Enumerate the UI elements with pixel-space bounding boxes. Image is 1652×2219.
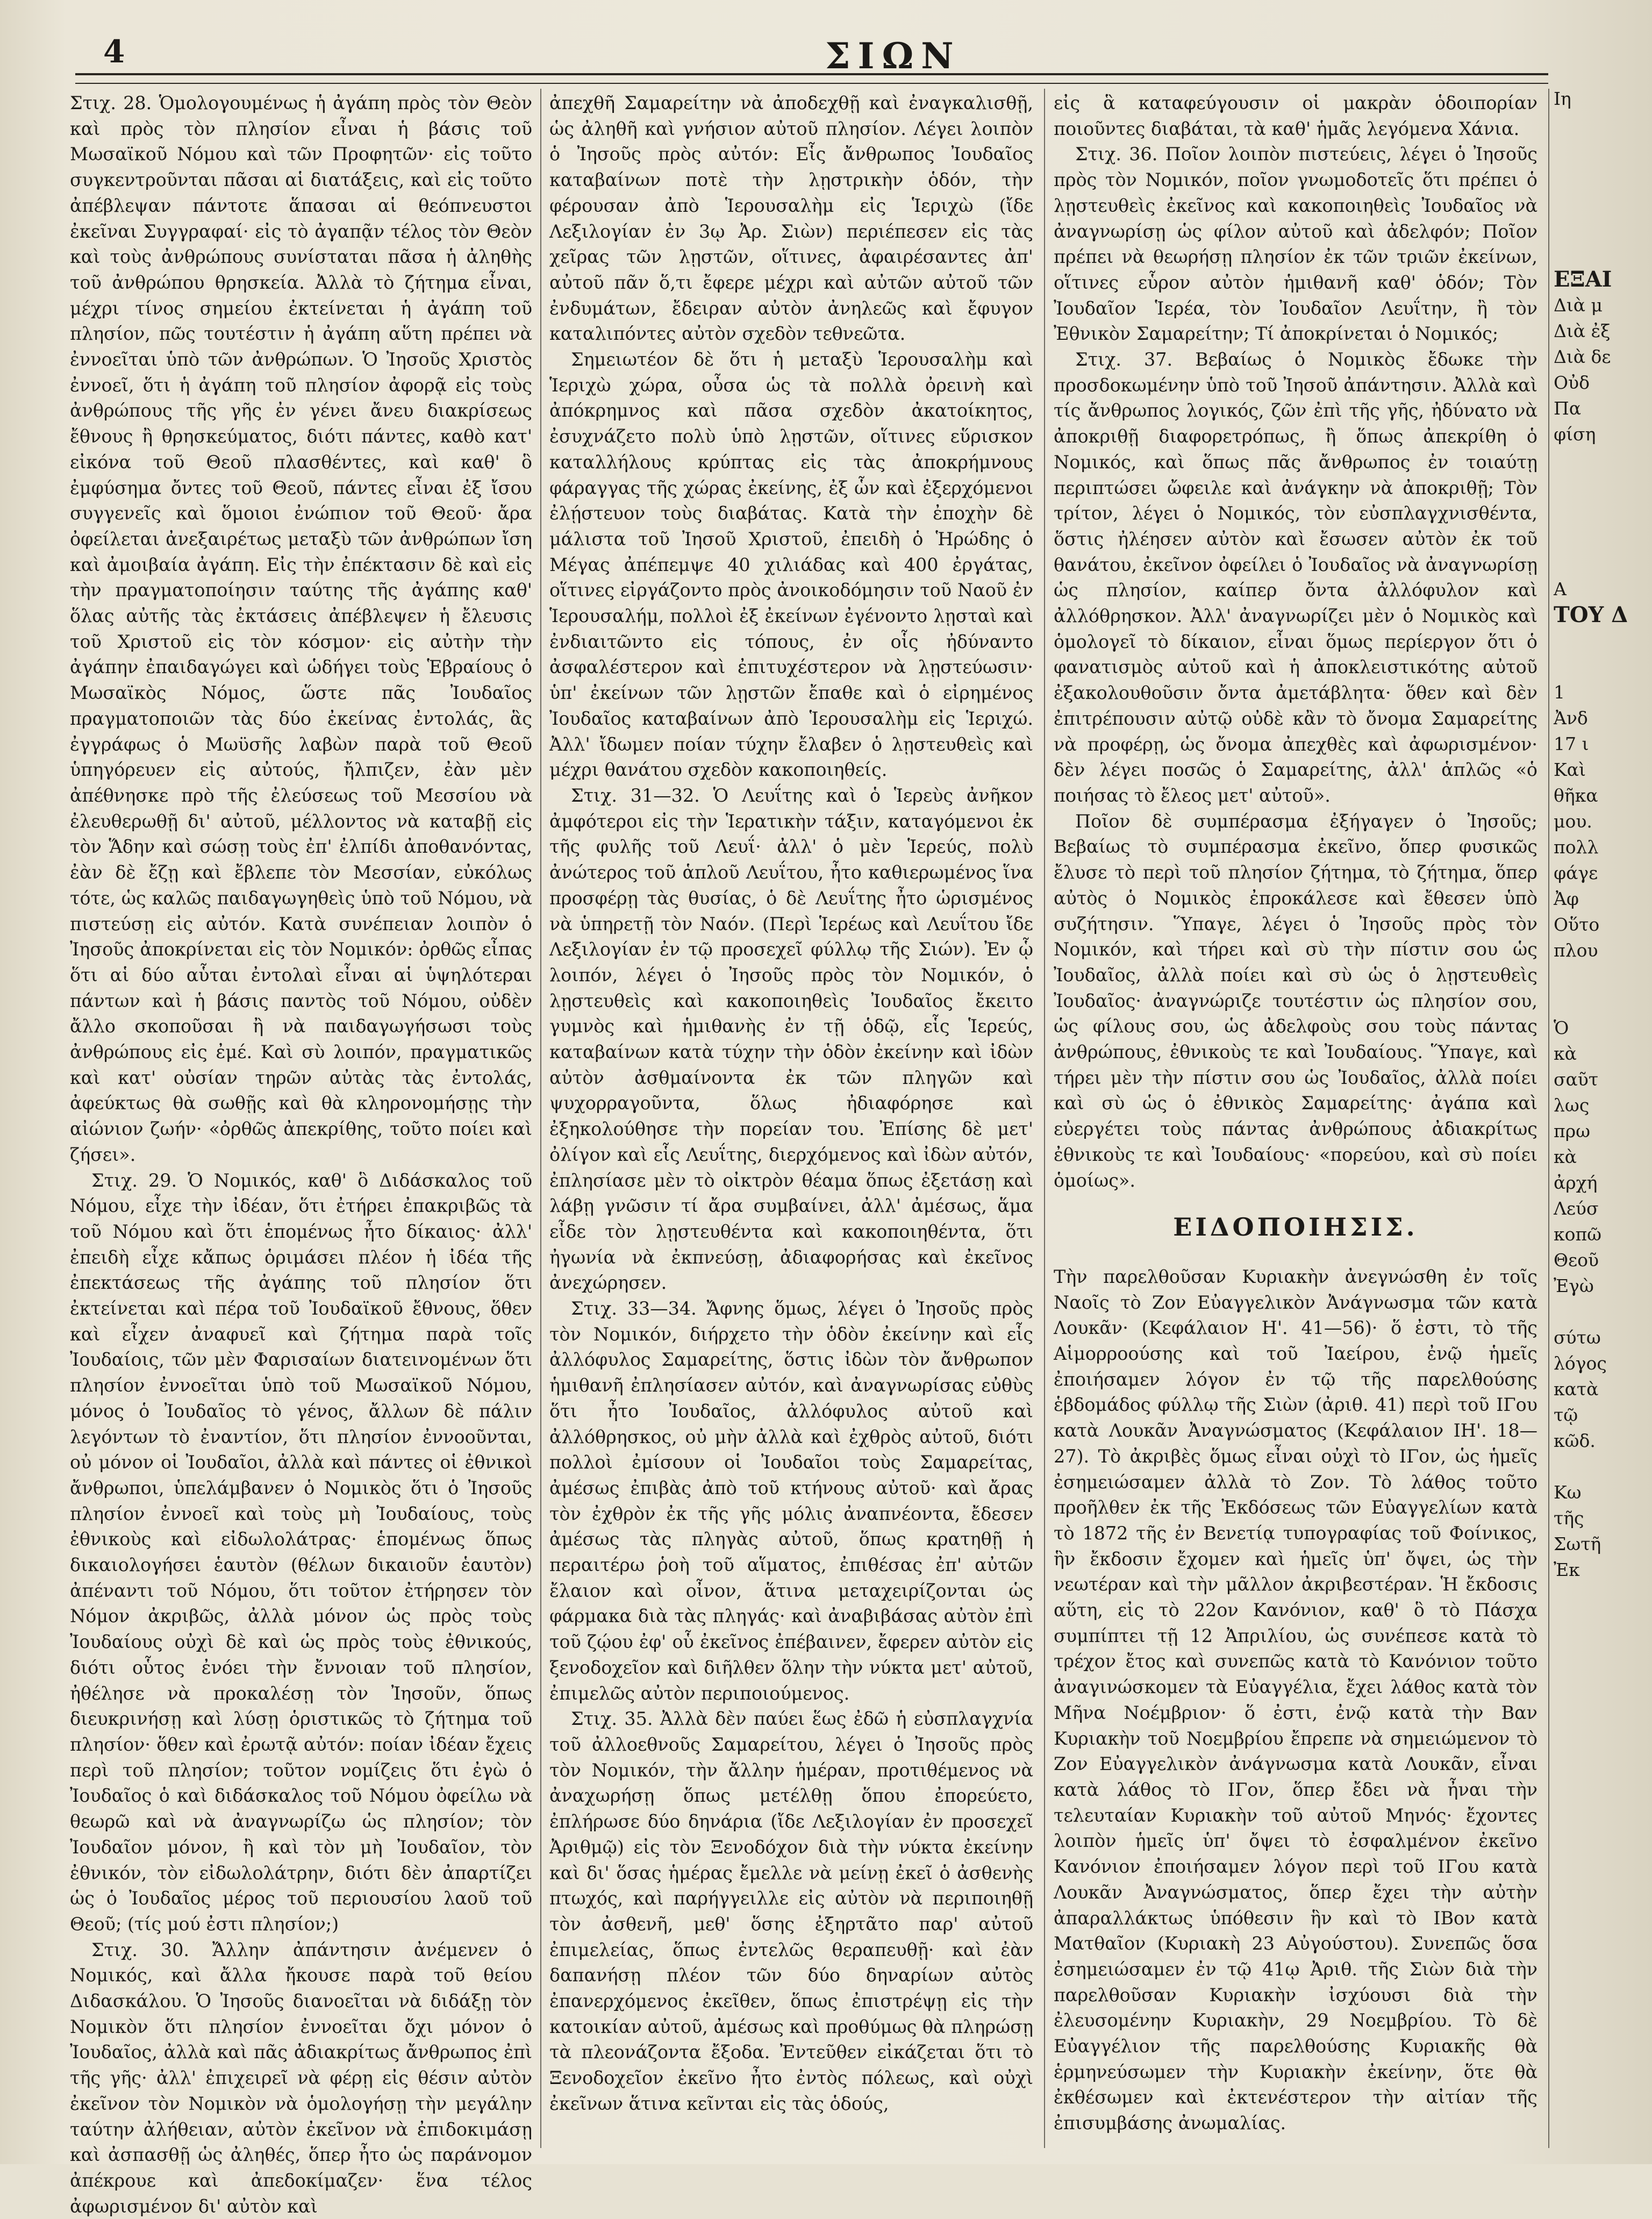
- paragraph-conclusion: Ποῖον δὲ συμπέρασμα ἐξήγαγεν ὁ Ἰησοῦς; Βεβαίως τὸ συμπέρασμα ἐκεῖνο, ὅπερ φυσικῶς ἔλυσε τὸ περὶ τοῦ πλησίον ζήτημα, τὸ ζήτημα, ὅπερ αὐτὸς ὁ Νομικὸς ἐπροκάλεσε καὶ ἔθεσεν ὑπὸ συζήτησιν. Ὕπαγε, λέγει ὁ Ἰησοῦς πρὸς τὸν Νομικόν, καὶ τήρει καὶ σὺ τὴν πίστιν σου ὡς Ἰουδαῖος, ἀλλὰ ποίει καὶ σὺ ὡς ὁ λῃστευθεὶς Ἰουδαῖος· ἀναγνώριζε τουτέστιν ὡς πλησίον σου, ὡς φίλους σου, ὡς ἀδελφοὺς σου τοὺς πάντας ἀνθρώπους, ἐθνικοὺς τε καὶ Ἰουδαίους. Ὕπαγε, καὶ τήρει μὲν τὴν πίστιν σου ὡς Ἰουδαῖος, ἀλλὰ ποίει καὶ σὺ ὡς ὁ ἐθνικὸς Σαμαρείτης· ἀγάπα καὶ εὐεργέτει τοὺς πάντας ἀνθρώπους ἀδιακρίτως ἐθνικοὺς τε καὶ Ἰουδαίους· «πορεύου, καὶ σὺ ποίει ὁμοίως».: [1054, 810, 1537, 1191]
- strip-line: λόγος: [1554, 1353, 1607, 1374]
- column-3: [1054, 90, 1537, 2150]
- paragraph-verse-37: Στιχ. 37. Βεβαίως ὁ Νομικὸς ἔδωκε τὴν προσδοκωμένην ὑπὸ τοῦ Ἰησοῦ ἀπάντησιν. Ἀλλὰ καὶ τίς ἄνθρωπος λογικός, ζῶν ἐπὶ τῆς γῆς, ἠδύνατο νὰ ἀποκριθῇ διαφορετρόπως, ἢ ὅπως ἀπεκρίθη ὁ Νομικός, καὶ ὅπως πᾶς ἄνθρωπος ἐν τοιαύτῃ περιπτώσει ὤφειλε καὶ ἀνάγκην νὰ ἀποκριθῇ; Τὸν τρίτον, λέγει ὁ Νομικός, τὸν εὐσπλαγχνισθέντα, ὅστις ἠλέησεν αὐτὸν καὶ ἔσωσεν αὐτὸν ἐκ τοῦ θανάτου, ἐκεῖνον ὀφείλει ὁ Ἰουδαῖος νὰ ἀναγνωρίσῃ ὡς πλησίον, καίπερ ὄντα ἀλλόφυλον καὶ ἀλλόθρησκον. Ἀλλ' ἀναγνωρίζει μὲν ὁ Νομικὸς καὶ ὁμολογεῖ τὸ δίκαιον, εἶναι ὅμως περίεργον ὅτι ὁ φανατισμὸς αὐτοῦ καὶ ἡ ἀποκλειστικότης αὐτοῦ ἐξακολουθοῦσιν ὄντα ἀμετάβλητα· ὅθεν καὶ δὲν ἐπιτρέπουσιν αὐτῷ οὐδὲ κἂν τὸ ὄνομα Σαμαρείτης νὰ προφέρῃ, ὡς ὄνομα ἀπεχθὲς καὶ ἀφωρισμένον· δὲν λέγει ποσῶς ὁ Σαμαρείτης, ἀλλ' ἁπλῶς «ὁ ποιήσας τὸ ἔλεος μετ' αὐτοῦ».: [1054, 349, 1537, 806]
- strip-line: φάγε: [1554, 862, 1598, 883]
- strip-line: Διὰ ἐξ: [1554, 320, 1611, 341]
- column-1: [70, 90, 532, 2217]
- strip-line: [1554, 189, 1652, 215]
- paragraph-verse-31-32: Στιχ. 31—32. Ὁ Λευΐτης καὶ ὁ Ἱερεὺς ἀνῆκον ἀμφότεροι εἰς τὴν Ἱερατικὴν τάξιν, καταγόμενοι ἐκ τῆς φυλῆς τοῦ Λευΐ· ἀλλ' ὁ μὲν Ἱερεύς, πολὺ ἀνώτερος τοῦ ἁπλοῦ Λευΐτου, ἦτο καθιερωμένος ἵνα προσφέρῃ τὰς θυσίας, ὁ δὲ Λευΐτης ἦτο ὡρισμένος νὰ ὑπηρετῇ τὸν Ναόν. (Περὶ Ἱερέως καὶ Λευΐτου ἴδε Λεξιλογίαν ἐν τῷ προσεχεῖ φύλλῳ τῆς Σιών). Ἐν ᾧ λοιπόν, λέγει ὁ Ἰησοῦς πρὸς τὸν Νομικόν, ὁ λῃστευθεὶς καὶ κακοποιηθεὶς Ἰουδαῖος ἔκειτο γυμνὸς καὶ ἡμιθανὴς ἐν τῇ ὁδῷ, εἷς Ἱερεύς, καταβαίνων κατὰ τύχην τὴν ὁδὸν ἐκείνην καὶ ἰδὼν αὐτὸν ἀσθμαίνοντα ἐκ τῶν πληγῶν καὶ ψυχορραγοῦντα, ὅλως ἠδιαφόρησε καὶ ἐξηκολούθησε τὴν πορείαν του. Ἐπίσης δὲ μετ' ὀλίγον καὶ εἷς Λευΐτης, διερχόμενος καὶ ἰδὼν αὐτόν, ἐπλησίασε μὲν τὸ οἰκτρὸν θέαμα ὅπως ἐξετάσῃ καὶ λάβῃ γνῶσιν τί ἄρα συμβαίνει, ἀλλ' ἀμέσως, ἅμα εἶδε τὸν λῃστευθέντα καὶ κακοποιηθέντα, ὅτι ἠγωνία νὰ ἐκπνεύσῃ, ἀδιαφορήσας καὶ ἐκεῖνος ἀνεχώρησεν.: [549, 784, 1033, 1294]
- strip-line: κοπῶ: [1554, 1224, 1602, 1245]
- strip-line: Λεύσ: [1554, 1198, 1599, 1219]
- strip-line: [1554, 241, 1652, 267]
- paragraph-verse-33-34: Στιχ. 33—34. Ἄφνης ὅμως, λέγει ὁ Ἰησοῦς πρὸς τὸν Νομικόν, διήρχετο τὴν ὁδὸν ἐκείνην καὶ εἷς ἀλλόφυλος Σαμαρείτης, ὅστις ἰδὼν τὸν ἄνθρωπον ἡμιθανῆ ἐπλησίασεν αὐτόν, καὶ ἀναγνωρίσας εὐθὺς ὅτι ἦτο Ἰουδαῖος, ἀλλόφυλος αὐτοῦ καὶ ἀλλόθρησκος, οὐ μὴν ἀλλὰ καὶ ἐχθρὸς αὐτοῦ, διότι πολλοὶ ἐμίσουν οἱ Ἰουδαῖοι τοὺς Σαμαρείτας, ἀμέσως ἐπιβὰς ἀπὸ τοῦ κτήνους αὐτοῦ· καὶ ἄρας τὸν ἐχθρὸν ἐκ τῆς γῆς μόλις ἀναπνέοντα, ἔδεσεν ἀμέσως τὰς πληγὰς αὐτοῦ, ὅπως κρατηθῇ ἡ περαιτέρω ῥοὴ τοῦ αἵματος, ἐπιθέσας ἐπ' αὐτῶν ἔλαιον καὶ οἶνον, ἅτινα μεταχειρίζονται ὡς φάρμακα διὰ τὰς πληγάς· καὶ ἀναβιβάσας αὐτὸν ἐπὶ τοῦ ζῴου ἐφ' οὗ ἐκεῖνος ἐπέβαινεν, ἔφερεν αὐτὸν εἰς ξενοδοχεῖον καὶ διῆλθεν ὅλην τὴν νύκτα μετ' αὐτοῦ, ἐπιμελῶς αὐτὸν περιποιούμενος.: [549, 1298, 1033, 1704]
- strip-line: Ἐκ: [1554, 1559, 1580, 1580]
- column-divider: [1044, 89, 1045, 2148]
- paragraph-notice: Τὴν παρελθοῦσαν Κυριακὴν ἀνεγνώσθη ἐν τοῖς Ναοῖς τὸ Ζον Εὐαγγελικὸν Ἀνάγνωσμα τῶν κατὰ Λουκᾶν· (Κεφάλαιον Η'. 41—56)· ὅ ἐστι, τὸ τῆς Αἱμορροούσης καὶ τοῦ Ἰαείρου, ἐνῷ ἡμεῖς ἐποιήσαμεν λόγον ἐν τῷ τῆς παρελθούσης ἑβδομάδος φύλλῳ τῆς Σιὼν (ἀριθ. 41) περὶ τοῦ ΙΓου κατὰ Λουκᾶν Ἀναγνώσματος (Κεφάλαιον ΙΗ'. 18—27). Τὸ ἀκριβὲς ὅμως εἶναι οὐχὶ τὸ ΙΓον, ὡς ἡμεῖς ἐσημειώσαμεν ἀλλὰ τὸ Ζον. Τὸ λάθος τοῦτο προῆλθεν ἐκ τῆς Ἐκδόσεως τῶν Εὐαγγελίων κατὰ τὸ 1872 τῆς ἐν Βενετίᾳ τυπογραφίας τοῦ Φοίνικος, ἣν ἔκδοσιν ἔχομεν καὶ ἡμεῖς ὑπ' ὄψει, ὡς τὴν νεωτέραν καὶ τὴν μᾶλλον ἀκριβεστέραν. Ἡ ἔκδοσις αὕτη, εἰς τὸ 22ον Κανόνιον, καθ' ὃ τὸ Πάσχα συμπίπτει τῇ 12 Ἀπριλίου, ὡς συνέπεσε κατὰ τὸ τρέχον ἔτος καὶ συνεπῶς κατὰ τὸ Κανόνιον τοῦτο ἀναγινώσκομεν τὰ Εὐαγγέλια, ἔχει λάθος κατὰ τὸν Μῆνα Νοέμβριον· ὅ ἐστι, ἐνῷ κατὰ τὴν Βαν Κυριακὴν τοῦ Νοεμβρίου ἔπρεπε νὰ σημειώμενον τὸ Ζον Εὐαγγελικὸν ἀνάγνωσμα κατὰ Λουκᾶν, εἶναι κατὰ λάθος τὸ ΙΓον, ὅπερ ἔδει νὰ ἦναι τὴν τελευταίαν Κυριακὴν τοῦ αὐτοῦ Μηνός· ἔχοντες λοιπὸν ἡμεῖς ὑπ' ὄψει τὸ ἐσφαλμένον ἐκεῖνο Κανόνιον ἐποιήσαμεν λόγον περὶ τοῦ ΙΓου κατὰ Λουκᾶν Ἀναγνώσματος, ὅπερ ἔχει τὴν αὐτὴν ἀπαραλλάκτως ὑπόθεσιν ἣν καὶ τὸ ΙΒον κατὰ Ματθαῖον (Κυριακὴ 23 Αὐγούστου). Συνεπῶς ὅσα ἐσημειώσαμεν ἐν τῷ 41ῳ Ἀριθ. τῆς Σιὼν διὰ τὴν παρελθοῦσαν Κυριακὴν ἰσχύουσι διὰ τὴν ἐλευσομένην Κυριακὴν, 29 Νοεμβρίου. Τὸ δὲ Εὐαγγέλιον τῆς παρελθούσης Κυριακῆς θὰ ἑρμηνεύσωμεν τὴν Κυριακὴν ἐκείνην, ὅτε θὰ ἐκθέσωμεν καὶ ἐκτενέστερον τὴν αἰτίαν τῆς ἐπισυμβάσης ἀνωμαλίας.: [1054, 1266, 1537, 2134]
- strip-line: [1554, 1299, 1652, 1325]
- strip-line: [1554, 215, 1652, 241]
- notice-heading: [1054, 1212, 1537, 1242]
- strip-line: Πα: [1554, 398, 1582, 419]
- page-number: 4: [103, 33, 125, 70]
- strip-line: Διὰ δε: [1554, 346, 1611, 367]
- strip-line: πρω: [1554, 1121, 1590, 1141]
- paragraph-note: Σημειωτέον δὲ ὅτι ἡ μεταξὺ Ἱερουσαλὴμ καὶ Ἱεριχὼ χώρα, οὖσα ὡς τὰ πολλὰ ὀρεινὴ καὶ ἀπόκρημνος καὶ πᾶσα σχεδὸν ἀκατοίκητος, ἐσυχνάζετο πολὺ ὑπὸ λῃστῶν, οἵτινες εὕρισκον καταλλήλους κρύπτας εἰς τὰς ἀποκρήμνους φάραγγας τῆς χώρας ἐκείνης, ἐξ ὧν καὶ ἐξερχόμενοι ἐλῄστευον τοὺς διαβάτας. Κατὰ τὴν ἐποχὴν δὲ μάλιστα τοῦ Ἰησοῦ Χριστοῦ, ἐπειδὴ ὁ Ἡρώδης ὁ Μέγας ἀπέπεμψε 40 χιλιάδας καὶ 400 ἐργάτας, οἵτινες εἰργάζοντο πρὸς ἀνοικοδόμησιν τοῦ Ναοῦ ἐν Ἱερουσαλήμ, πολλοὶ ἐξ ἐκείνων ἐγένοντο λῃσταὶ καὶ ἐνδιαιτῶντο εἰς τόπους, ἐν οἷς ἠδύναντο ἀσφαλέστερον καὶ ἐπιτυχέστερον νὰ λῃστεύωσιν· ὑπ' ἐκείνων τῶν λῃστῶν ἔπαθε καὶ ὁ εἰρημένος Ἰουδαῖος καταβαίνων ἀπὸ Ἱερουσαλὴμ εἰς Ἱεριχώ. Ἀλλ' ἴδωμεν ποίαν τύχην ἔλαβεν ὁ λῃστευθεὶς καὶ μέχρι θανάτου σχεδὸν κακοποιηθείς.: [549, 349, 1033, 781]
- strip-line: [1554, 964, 1652, 989]
- strip-line: Διὰ μ: [1554, 295, 1603, 316]
- strip-line: Ιη: [1554, 88, 1571, 109]
- strip-line: σύτω: [1554, 1327, 1601, 1348]
- paragraph-verse-36: Στιχ. 36. Ποῖον λοιπὸν πιστεύεις, λέγει ὁ Ἰησοῦς πρὸς τὸν Νομικόν, ποῖον γνωμοδοτεῖς ὅτι πρέπει ὁ λῃστευθεὶς ἐκεῖνος καὶ κακοποιηθεὶς Ἰουδαῖος νὰ ἀναγνωρίσῃ ὡς φίλον αὐτοῦ καὶ ἀδελφόν; Ποῖον πρέπει νὰ θεωρήσῃ πλησίον ἐκ τῶν τριῶν ἐκείνων, οἵτινες εὗρον αὐτὸν ἡμιθανῆ καθ' ὁδόν; Τὸν Ἰουδαῖον Ἱερέα, τὸν Ἰουδαῖον Λευΐτην, ἢ τὸν Ἐθνικὸν Σαμαρείτην; Τί ἀποκρίνεται ὁ Νομικός;: [1054, 144, 1537, 345]
- strip-line: Οὐδ: [1554, 372, 1590, 393]
- paragraph-verse-28: Στιχ. 28. Ὁμολογουμένως ἡ ἀγάπη πρὸς τὸν Θεὸν καὶ πρὸς τὸν πλησίον εἶναι ἡ βάσις τοῦ Μωσαϊκοῦ Νόμου καὶ τῶν Προφητῶν· εἰς τοῦτο συγκεντροῦνται πᾶσαι αἱ διατάξεις, καὶ εἰς τοῦτο ἀπέβλεψαν πάντοτε ἅπασαι αἱ θεόπνευστοι ἐκεῖναι Συγγραφαί· εἰς τὸ ἀγαπᾷν τέλος τὸν Θεὸν καὶ τοὺς ἀνθρώπους συνίσταται πᾶσα ἡ ἀληθὴς τοῦ ἀνθρώπου θρησκεία. Ἀλλὰ τὸ ζήτημα εἶναι, μέχρι τίνος σημείου ἐκτείνεται ἡ ἀγάπη τοῦ πλησίον, πῶς τουτέστιν ἡ ἀγάπη αὕτη πρέπει νὰ ἐννοεῖται ὑπὸ τῶν ἀνθρώπων. Ὁ Ἰησοῦς Χριστὸς ἐννοεῖ, ὅτι ἡ ἀγάπη τοῦ πλησίον ἀφορᾷ εἰς τοὺς ἀνθρώπους τῆς γῆς ἐν γένει ἄνευ διακρίσεως ἔθνους ἢ θρησκεύματος, διότι πάντες, καθὸ κατ' εἰκόνα τοῦ Θεοῦ πλασθέντες, καὶ καθ' ὃ ἐμφύσημα ὄντες τοῦ Θεοῦ, πάντες εἶναι ἐξ ἴσου συγγενεῖς καὶ ὅμοιοι ἐνώπιον τοῦ Θεοῦ· ἄρα ὀφείλεται ἀνεξαιρέτως μεταξὺ τῶν ἀνθρώπων ἴση καὶ ἀμοιβαία ἀγάπη. Εἰς τὴν ἐπέκτασιν δὲ καὶ εἰς τὴν πραγματοποίησιν ταύτης τῆς ἀγάπης καθ' ὅλας αὐτῆς τὰς ἐκτάσεις ἀπέβλεψεν ἡ ἔλευσις τοῦ Χριστοῦ εἰς τὸν κόσμον· εἰς αὐτὴν τὴν ἀγάπην ἐπαιδαγώγει καὶ ὡδήγει τοὺς Ἑβραίους ὁ Μωσαϊκὸς Νόμος, ὥστε πᾶς Ἰουδαῖος πραγματοποιῶν τὰς δύο ἐκείνας ἐντολάς, ἃς ἐγγράφως ὁ Μωϋσῆς λαβὼν παρὰ τοῦ Θεοῦ ὑπηγόρευεν εἰς αὐτούς, ἤλπιζεν, ἐὰν μὲν ἀπέθνησκε πρὸ τῆς ἐλεύσεως τοῦ Μεσσίου νὰ ἐλευθερωθῇ δι' αὐτοῦ, μέλλοντος νὰ καταβῇ εἰς τὸν Ἅδην καὶ σώσῃ τοὺς ἐπ' ἐλπίδι ἀποθανόντας, ἐὰν δὲ ἔζῃ καὶ ἔβλεπε τὸν Μεσσίαν, εὐκόλως τότε, ὡς καλῶς παιδαγωγηθεὶς ὑπὸ τοῦ Νόμου, νὰ πιστεύσῃ εἰς αὐτόν. Κατὰ συνέπειαν λοιπὸν ὁ Ἰησοῦς ἀποκρίνεται εἰς τὸν Νομικόν: ὀρθῶς εἶπας ὅτι αἱ δύο αὗται ἐντολαὶ εἶναι αἱ ὑψηλότεραι πάντων καὶ ἡ βάσις παντὸς τοῦ Νόμου, οὐδὲν ἄλλο σκοποῦσαι ἢ νὰ παιδαγωγήσωσι τοὺς ἀνθρώπους εἰς ἐμέ. Καὶ σὺ λοιπόν, πραγματικῶς καὶ κατ' οὐσίαν τηρῶν αὐτὰς τὰς ἐντολάς, ἀφεύκτως θὰ σωθῇς καὶ θὰ κληρονομήσῃς τὴν αἰώνιον ζωήν· «ὀρθῶς ἀπεκρίθης, τοῦτο ποίει καὶ ζήσει».: [70, 92, 532, 1165]
- newspaper-title: ΣΙΩΝ: [825, 35, 961, 77]
- strip-line: [1554, 654, 1652, 680]
- strip-line: πολλ: [1554, 837, 1599, 858]
- column-divider: [540, 89, 541, 2148]
- strip-line: [1554, 499, 1652, 525]
- strip-line: [1554, 112, 1652, 138]
- strip-line: φίση: [1554, 424, 1596, 445]
- strip-line: Ἐγὼ: [1554, 1275, 1594, 1296]
- column-2: [549, 90, 1033, 2150]
- page-header: [81, 11, 1532, 77]
- strip-line: 1: [1554, 682, 1565, 703]
- strip-line: κατὰ: [1554, 1379, 1599, 1400]
- strip-line: [1554, 628, 1652, 654]
- strip-line: Ὁ: [1554, 1017, 1569, 1038]
- strip-line: Θεοῦ: [1554, 1250, 1599, 1271]
- strip-line: Ἀνδ: [1554, 708, 1588, 729]
- strip-line: κὰ: [1554, 1146, 1577, 1167]
- strip-line: Σωτῆ: [1554, 1533, 1601, 1554]
- strip-line: κῶδ.: [1554, 1430, 1596, 1451]
- strip-line: 17 ι: [1554, 733, 1589, 754]
- adjacent-page-strip: [1554, 86, 1652, 2161]
- strip-line: τῆς: [1554, 1508, 1584, 1529]
- strip-line: [1554, 551, 1652, 576]
- strip-line: [1554, 163, 1652, 189]
- header-rule: [75, 73, 1548, 84]
- paragraph-continuation: ἀπεχθῆ Σαμαρείτην νὰ ἀποδεχθῇ καὶ ἐναγκαλισθῇ, ὡς ἀληθῆ καὶ γνήσιον αὐτοῦ πλησίον. Λέγει λοιπὸν ὁ Ἰησοῦς πρὸς αὐτόν: Εἷς ἄνθρωπος Ἰουδαῖος καταβαίνων ποτὲ τὴν λῃστρικὴν ὁδόν, τὴν φέρουσαν ἀπὸ Ἱερουσαλὴμ εἰς Ἱεριχὼ (ἴδε Λεξιλογίαν ἐν 3ῳ Ἀρ. Σιὼν) περιέπεσεν εἰς τὰς χεῖρας τῶν λῃστῶν, οἵτινες, ἀφαιρέσαντες ἀπ' αὐτοῦ πᾶν ὅ,τι ἔφερε μέχρι καὶ αὐτῶν αὐτοῦ τῶν ἐνδυμάτων, ἔδειραν αὐτὸν ἀνηλεῶς καὶ ἔφυγον καταλιπόντες αὐτὸν σχεδὸν τεθνεῶτα.: [549, 92, 1033, 345]
- strip-line: Οὕτο: [1554, 914, 1600, 935]
- strip-line: [1554, 989, 1652, 1015]
- strip-line: Κω: [1554, 1482, 1582, 1503]
- strip-line: θῆκα: [1554, 785, 1598, 806]
- strip-line: [1554, 138, 1652, 163]
- column-divider: [1548, 89, 1549, 2148]
- strip-line: τῷ: [1554, 1404, 1578, 1425]
- strip-line: κὰ: [1554, 1043, 1577, 1064]
- paragraph-continuation: εἰς ἃ καταφεύγουσιν οἱ μακρὰν ὁδοιπορίαν ποιοῦντες διαβάται, τὰ καθ' ἡμᾶς λεγόμενα Χάνια.: [1054, 92, 1537, 139]
- strip-line: Α: [1554, 579, 1567, 600]
- strip-line: Καὶ: [1554, 759, 1586, 780]
- paragraph-verse-29: Στιχ. 29. Ὁ Νομικός, καθ' ὃ Διδάσκαλος τοῦ Νόμου, εἶχε τὴν ἰδέαν, ὅτι ἐτήρει ἐπακριβῶς τὰ τοῦ Νόμου καὶ ὅτι ἑπομένως ἦτο δίκαιος· ἀλλ' ἐπειδὴ εἶχε κἄπως ὁριμάσει πλέον ἡ ἰδέα τῆς ἐπεκτάσεως τῆς ἀγάπης τοῦ πλησίον ὅτι ἐκτείνεται καὶ πέρα τοῦ Ἰουδαϊκοῦ ἔθνους, ὅθεν καὶ εἶχεν ἀναφυεῖ καὶ ζήτημα παρὰ τοῖς Ἰουδαίοις, τῶν μὲν Φαρισαίων διατεινομένων ὅτι πλησίον ἐννοεῖται ὑπὸ τοῦ Μωσαϊκοῦ Νόμου, μόνος ὁ Ἰουδαῖος τὸ γένος, ἄλλων δὲ πάλιν λεγόντων τὸ ἐναντίον, ὅτι πλησίον ἐννοοῦνται, οὐ μόνον οἱ Ἰουδαῖοι, ἀλλὰ καὶ πάντες οἱ ἐθνικοὶ ἄνθρωποι, ὑπελάμβανεν ὁ Νομικὸς ὅτι ὁ Ἰησοῦς πλησίον ἐννοεῖ καὶ τοὺς μὴ Ἰουδαίους, τοὺς ἐθνικοὺς καὶ εἰδωλολάτρας· ἑπομένως ὅπως δικαιολογήσει ἑαυτὸν (θέλων δικαιοῦν ἑαυτὸν) ἀπέναντι τοῦ Νόμου, ὅτι τοῦτον ἐτήρησεν τὸν Νόμον ἀκριβῶς, ἀλλὰ μόνον ὡς πρὸς τοὺς Ἰουδαίους οὐχὶ δὲ καὶ ὡς πρὸς τοὺς ἐθνικούς, διότι οὗτος ἐνόει τὴν ἔννοιαν τοῦ πλησίον, ἠθέλησε νὰ προκαλέσῃ τὸν Ἰησοῦν, ὅπως διευκρινήσῃ καὶ λύσῃ ὁριστικῶς τὸ ζήτημα τοῦ πλησίον· ὅθεν καὶ ἐρωτᾷ αὐτόν: ποίαν ἰδέαν ἔχεις περὶ τοῦ πλησίον; τοῦτον νομίζεις ὅτι ἐγὼ ὁ Ἰουδαῖος ὁ καὶ διδάσκαλος τοῦ Νόμου ὀφείλω νὰ θεωρῶ καὶ νὰ ἀναγνωρίζω ὡς πλησίον; τὸν Ἰουδαῖον μόνον, ἢ καὶ τὸν μὴ Ἰουδαῖον, τὸν ἐθνικόν, τὸν εἰδωλολάτρην, διότι δὲν ἀπαρτίζει ὡς ὁ Ἰουδαῖος μέρος τοῦ περιουσίου λαοῦ τοῦ Θεοῦ; (τίς μού ἐστι πλησίον;): [70, 1169, 532, 1935]
- strip-line: ΕΞΑΙ: [1554, 267, 1612, 292]
- paragraph-verse-35: Στιχ. 35. Ἀλλὰ δὲν παύει ἕως ἐδῶ ἡ εὐσπλαγχνία τοῦ ἀλλοεθνοῦς Σαμαρείτου, λέγει ὁ Ἰησοῦς πρὸς τὸν Νομικόν, τὴν ἄλλην ἡμέραν, προτιθέμενος νὰ ἀναχωρήσῃ ὅπως μετέλθῃ ὅπου ἐπορεύετο, ἐπλήρωσε δύο δηνάρια (ἴδε Λεξιλογίαν ἐν προσεχεῖ Ἀριθμῷ) εἰς τὸν Ξενοδόχον διὰ τὴν νύκτα ἐκείνην καὶ δι' ὅσας ἡμέρας ἔμελλε νὰ μείνῃ ἐκεῖ ὁ ἀσθενὴς πτωχός, καὶ παρήγγειλλε εἰς αὐτὸν νὰ περιποιηθῇ τὸν ἀσθενῆ, μεθ' ὅσης ἐξηρτᾶτο παρ' αὐτοῦ ἐπιμελείας, ὅπως ἐντελῶς θεραπευθῇ· καὶ ἐὰν δαπανήσῃ πλέον τῶν δύο δηναρίων αὐτὸς ἐπανερχόμενος ἐκεῖθεν, ὅπως ἐπιστρέψῃ εἰς τὴν κατοικίαν αὐτοῦ, ἀμέσως καὶ προθύμως θὰ πληρώσῃ τὰ πλεονάζοντα ἔξοδα. Ἐντεῦθεν εἰκάζεται ὅτι τὸ Ξενοδοχεῖον ἐκεῖνο ἦτο ἐντὸς πόλεως, καὶ οὐχὶ ἐκεῖνων ἅτινα κεῖνται εἰς τὰς ὁδούς,: [549, 1708, 1033, 2114]
- strip-line: Ἀφ: [1554, 888, 1579, 909]
- strip-line: [1554, 447, 1652, 473]
- strip-line: ἀρχή: [1554, 1172, 1598, 1193]
- paragraph-verse-30: Στιχ. 30. Ἄλλην ἀπάντησιν ἀνέμενεν ὁ Νομικός, καὶ ἄλλα ἤκουσε παρὰ τοῦ θείου Διδασκάλου. Ὁ Ἰησοῦς διανοεῖται νὰ διδάξῃ τὸν Νομικὸν ὅτι πλησίον ἐννοεῖται ὄχι μόνον ὁ Ἰουδαῖος, ἀλλὰ καὶ πᾶς ἀδιακρίτως ἄνθρωπος ἐπὶ τῆς γῆς· ἀλλ' ἐπιχειρεῖ νὰ φέρῃ εἰς θέσιν αὐτὸν ἐκεῖνον τὸν Νομικὸν νὰ ὁμολογήσῃ τὴν μεγάλην ταύτην ἀλήθειαν, αὐτὸν ἐκεῖνον νὰ ἐπιδοκιμάσῃ καὶ ἀσπασθῇ ὡς ἀληθές, ὅπερ ἦτο ὡς παράνομον ἀπέκρουε καὶ ἀπεδοκίμαζεν· ἕνα τέλος ἀφωρισμένον δι' αὐτὸν καὶ: [70, 1939, 532, 2217]
- strip-line: [1554, 525, 1652, 551]
- strip-line: [1554, 473, 1652, 499]
- strip-line: [1554, 1454, 1652, 1480]
- strip-line: σαῦτ: [1554, 1069, 1599, 1090]
- strip-line: ΤΟΥ Δ: [1554, 602, 1628, 627]
- strip-line: λως: [1554, 1095, 1590, 1116]
- strip-line: πλου: [1554, 940, 1598, 961]
- notice-heading-text: ΕΙΔΟΠΟΙΗΣΙΣ.: [1173, 1212, 1418, 1242]
- strip-line: μου.: [1554, 811, 1592, 832]
